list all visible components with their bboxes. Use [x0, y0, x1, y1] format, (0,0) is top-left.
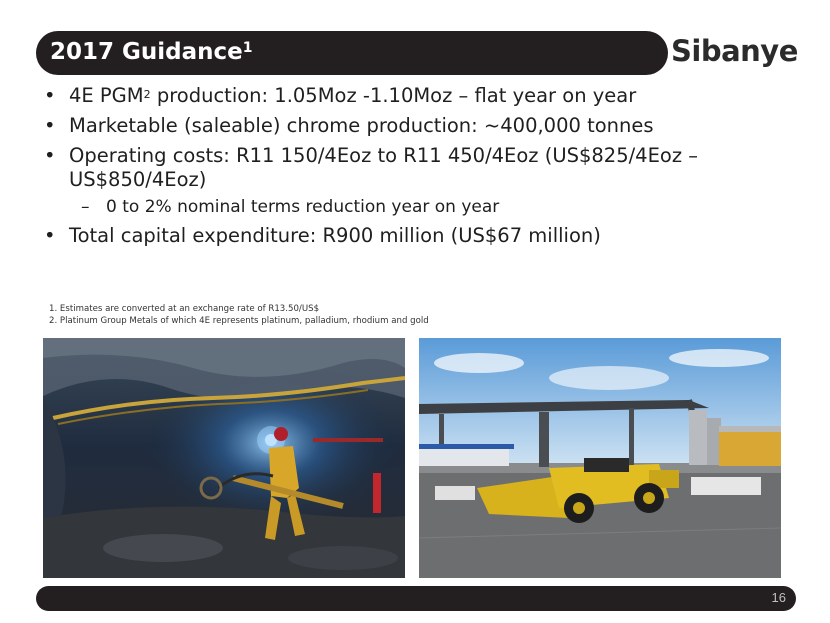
bullet-chrome-production	[44, 114, 804, 138]
bullet-text: 0 to 2% nominal terms reduction year on year	[106, 197, 500, 217]
sibanye-logo	[671, 30, 799, 72]
bullet-capital-expenditure	[44, 224, 804, 248]
title-footnote-marker: 1	[242, 40, 253, 56]
sub-bullet-dash: –	[81, 197, 90, 217]
bullet-text: Marketable (saleable) chrome production: ~400,000 tonnes	[69, 114, 654, 137]
bullet-dot: •	[44, 224, 56, 247]
surface-loader-photo	[419, 338, 781, 578]
bullet-dot: •	[44, 114, 56, 137]
sibanye-logo-graphic	[671, 30, 799, 72]
footnote-2: 2. Platinum Group Metals of which 4E represents platinum, palladium, rhodium and gold	[49, 316, 429, 326]
bullet-operating-costs	[44, 144, 804, 192]
guidance-bullet-list	[44, 84, 804, 254]
bullet-text: Operating costs: R11 150/4Eoz to R11 450/4Eoz (US$825/4Eoz – US$850/4Eoz)	[69, 144, 699, 191]
bullet-dot: •	[44, 144, 56, 167]
bullet-pgm-production	[44, 84, 804, 108]
bullet-text: Total capital expenditure: R900 million (US$67 million)	[69, 224, 601, 247]
footnote-marker: 2	[143, 88, 151, 101]
bullet-text: 4E PGM	[69, 84, 144, 107]
sub-bullet-cost-reduction	[44, 196, 804, 218]
footnote-1: 1. Estimates are converted at an exchange rate of R13.50/US$	[49, 304, 320, 314]
footer-bar	[36, 586, 796, 611]
bullet-dot: •	[44, 84, 56, 107]
page-number: 16	[771, 590, 786, 605]
footnotes	[49, 303, 429, 327]
title-bar	[36, 31, 668, 75]
page-title	[50, 37, 253, 67]
bullet-text: production: 1.05Moz -1.10Moz – flat year on year	[150, 84, 637, 107]
logo-wordmark: Sibanye	[671, 34, 798, 68]
title-text: 2017 Guidance	[50, 39, 243, 65]
underground-mining-photo	[43, 338, 405, 578]
